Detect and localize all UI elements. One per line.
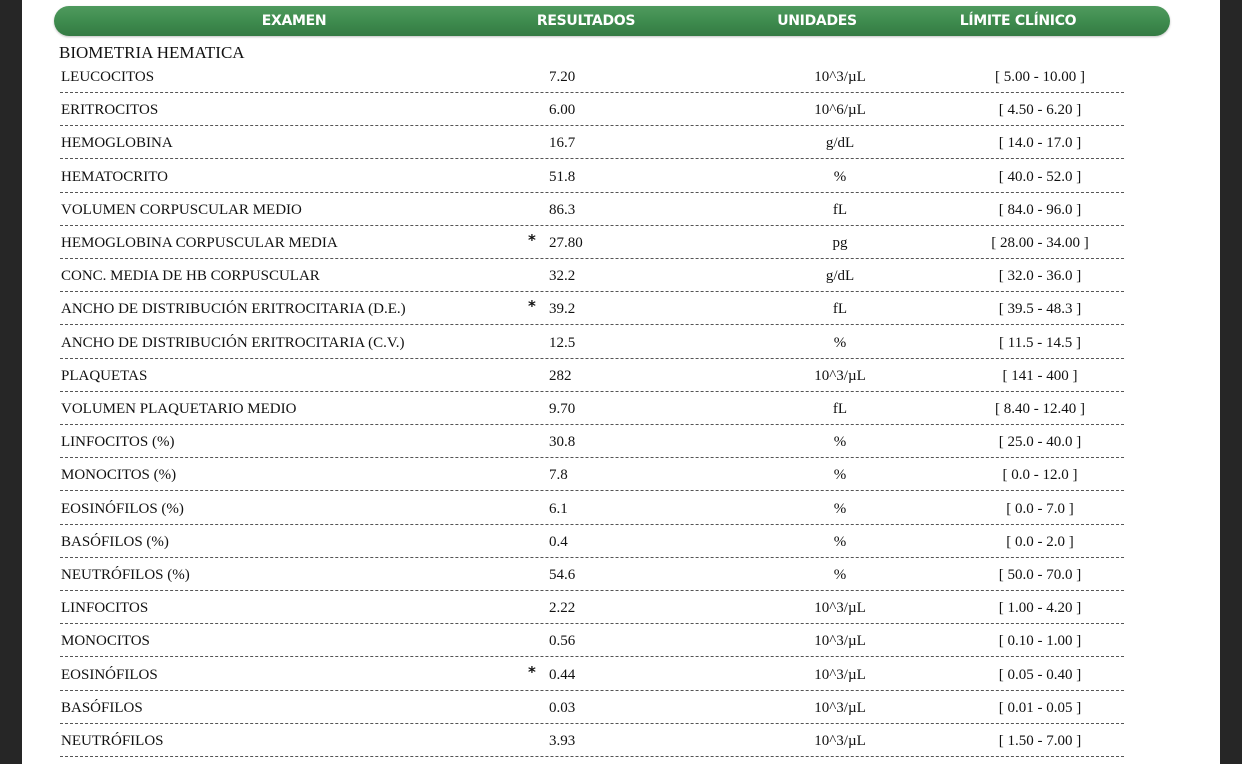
table-row xyxy=(60,325,1124,359)
result-value: 282 xyxy=(549,367,572,384)
test-name: BASÓFILOS xyxy=(61,699,143,716)
table-row xyxy=(60,657,1124,691)
reference-range: [ 1.00 - 4.20 ] xyxy=(998,600,1082,617)
unit: 10^3/µL xyxy=(814,666,866,683)
test-name: ANCHO DE DISTRIBUCIÓN ERITROCITARIA (D.E.) xyxy=(61,301,406,318)
header-limite-clinico: LÍMITE CLÍNICO xyxy=(959,13,1077,29)
result-value: 0.44 xyxy=(549,666,576,683)
reference-range: [ 50.0 - 70.0 ] xyxy=(998,567,1082,583)
reference-range: [ 0.05 - 0.40 ] xyxy=(998,666,1082,683)
result-value: 39.2 xyxy=(549,301,576,318)
unit: % xyxy=(833,500,847,517)
test-name: HEMOGLOBINA CORPUSCULAR MEDIA xyxy=(61,235,338,251)
table-row xyxy=(60,59,1124,93)
reference-range: [ 0.10 - 1.00 ] xyxy=(998,633,1082,650)
test-name: VOLUMEN PLAQUETARIO MEDIO xyxy=(61,401,297,417)
test-name: VOLUMEN CORPUSCULAR MEDIO xyxy=(61,201,302,218)
reference-range: [ 84.0 - 96.0 ] xyxy=(998,201,1082,218)
table-row xyxy=(60,590,1124,624)
unit: pg xyxy=(832,235,848,251)
unit: g/dL xyxy=(825,268,855,285)
test-name: EOSINÓFILOS (%) xyxy=(61,500,184,517)
test-name: EOSINÓFILOS xyxy=(61,666,158,683)
test-name: LINFOCITOS xyxy=(61,600,149,617)
section-title: BIOMETRIA HEMATICA xyxy=(59,43,245,62)
unit: g/dL xyxy=(825,135,855,152)
table-row xyxy=(60,358,1124,392)
reference-range: [ 0.0 - 2.0 ] xyxy=(1006,533,1074,550)
unit: % xyxy=(833,168,847,185)
header-examen: EXAMEN xyxy=(261,13,327,29)
result-value: 32.2 xyxy=(549,268,576,285)
reference-range: [ 8.40 - 12.40 ] xyxy=(995,401,1085,417)
result-value: 6.00 xyxy=(549,102,576,119)
unit: 10^3/µL xyxy=(814,699,866,716)
table-row xyxy=(60,424,1124,458)
result-value: 54.6 xyxy=(549,567,576,583)
table-row xyxy=(60,125,1124,159)
table-row xyxy=(60,391,1124,425)
table-row xyxy=(60,291,1124,325)
reference-range: [ 28.00 - 34.00 ] xyxy=(991,235,1089,251)
table-row xyxy=(60,557,1124,591)
table-header-bar xyxy=(54,6,1170,36)
test-name: BASÓFILOS (%) xyxy=(61,533,169,550)
table-row xyxy=(60,623,1124,657)
result-value: 0.03 xyxy=(549,699,576,716)
abnormal-flag: * xyxy=(528,297,536,316)
unit: 10^3/µL xyxy=(814,69,866,85)
result-value: 27.80 xyxy=(549,235,583,251)
unit: % xyxy=(833,334,847,351)
reference-range: [ 0.01 - 0.05 ] xyxy=(998,699,1082,716)
lab-report-page xyxy=(22,0,1220,764)
table-row xyxy=(60,524,1124,558)
table-row xyxy=(60,457,1124,491)
test-name: MONOCITOS xyxy=(61,633,150,650)
result-value: 6.1 xyxy=(549,500,568,517)
result-value: 0.4 xyxy=(549,533,568,550)
test-name: NEUTRÓFILOS xyxy=(61,733,164,749)
reference-range: [ 32.0 - 36.0 ] xyxy=(998,268,1082,285)
reference-range: [ 14.0 - 17.0 ] xyxy=(998,135,1082,152)
unit: % xyxy=(833,533,847,550)
result-value: 30.8 xyxy=(549,434,576,451)
table-row xyxy=(60,690,1124,724)
reference-range: [ 141 - 400 ] xyxy=(1002,367,1078,384)
unit: 10^6/µL xyxy=(814,102,866,119)
unit: fL xyxy=(832,401,848,417)
result-value: 86.3 xyxy=(549,201,576,218)
unit: fL xyxy=(832,301,848,318)
reference-range: [ 4.50 - 6.20 ] xyxy=(998,102,1082,119)
result-value: 7.8 xyxy=(549,467,568,484)
unit: 10^3/µL xyxy=(814,733,866,749)
table-row xyxy=(60,225,1124,259)
test-name: LINFOCITOS (%) xyxy=(61,434,175,451)
reference-range: [ 0.0 - 12.0 ] xyxy=(1002,467,1078,484)
header-resultados: RESULTADOS xyxy=(536,13,636,29)
test-name: ERITROCITOS xyxy=(61,102,159,119)
reference-range: [ 11.5 - 14.5 ] xyxy=(999,334,1081,351)
result-value: 0.56 xyxy=(549,633,576,650)
unit: % xyxy=(833,567,847,583)
table-row xyxy=(60,92,1124,126)
table-row xyxy=(60,723,1124,757)
header-unidades: UNIDADES xyxy=(777,13,857,29)
test-name: CONC. MEDIA DE HB CORPUSCULAR xyxy=(61,268,320,285)
result-value: 51.8 xyxy=(549,168,576,185)
unit: fL xyxy=(832,201,848,218)
reference-range: [ 25.0 - 40.0 ] xyxy=(998,434,1082,451)
abnormal-flag: * xyxy=(528,662,536,681)
result-value: 9.70 xyxy=(549,401,576,417)
result-value: 12.5 xyxy=(549,334,576,351)
reference-range: [ 5.00 - 10.00 ] xyxy=(995,69,1085,85)
unit: % xyxy=(833,434,847,451)
test-name: HEMOGLOBINA xyxy=(61,135,173,152)
unit: 10^3/µL xyxy=(814,367,866,384)
unit: % xyxy=(833,467,847,484)
test-name: ANCHO DE DISTRIBUCIÓN ERITROCITARIA (C.V.) xyxy=(61,334,405,351)
reference-range: [ 0.0 - 7.0 ] xyxy=(1006,500,1074,517)
reference-range: [ 39.5 - 48.3 ] xyxy=(998,301,1082,318)
test-name: HEMATOCRITO xyxy=(61,168,168,185)
unit: 10^3/µL xyxy=(814,633,866,650)
table-row xyxy=(60,258,1124,292)
test-name: NEUTRÓFILOS (%) xyxy=(61,567,190,583)
test-name: LEUCOCITOS xyxy=(61,69,155,85)
abnormal-flag: * xyxy=(528,231,536,249)
reference-range: [ 40.0 - 52.0 ] xyxy=(998,168,1082,185)
test-name: PLAQUETAS xyxy=(61,367,148,384)
table-row xyxy=(60,159,1124,193)
test-name: MONOCITOS (%) xyxy=(61,467,177,484)
unit: 10^3/µL xyxy=(814,600,866,617)
result-value: 3.93 xyxy=(549,733,576,749)
result-value: 7.20 xyxy=(549,69,576,85)
result-value: 2.22 xyxy=(549,600,576,617)
reference-range: [ 1.50 - 7.00 ] xyxy=(998,733,1082,749)
result-value: 16.7 xyxy=(549,135,576,152)
table-row xyxy=(60,192,1124,226)
table-row xyxy=(60,491,1124,525)
